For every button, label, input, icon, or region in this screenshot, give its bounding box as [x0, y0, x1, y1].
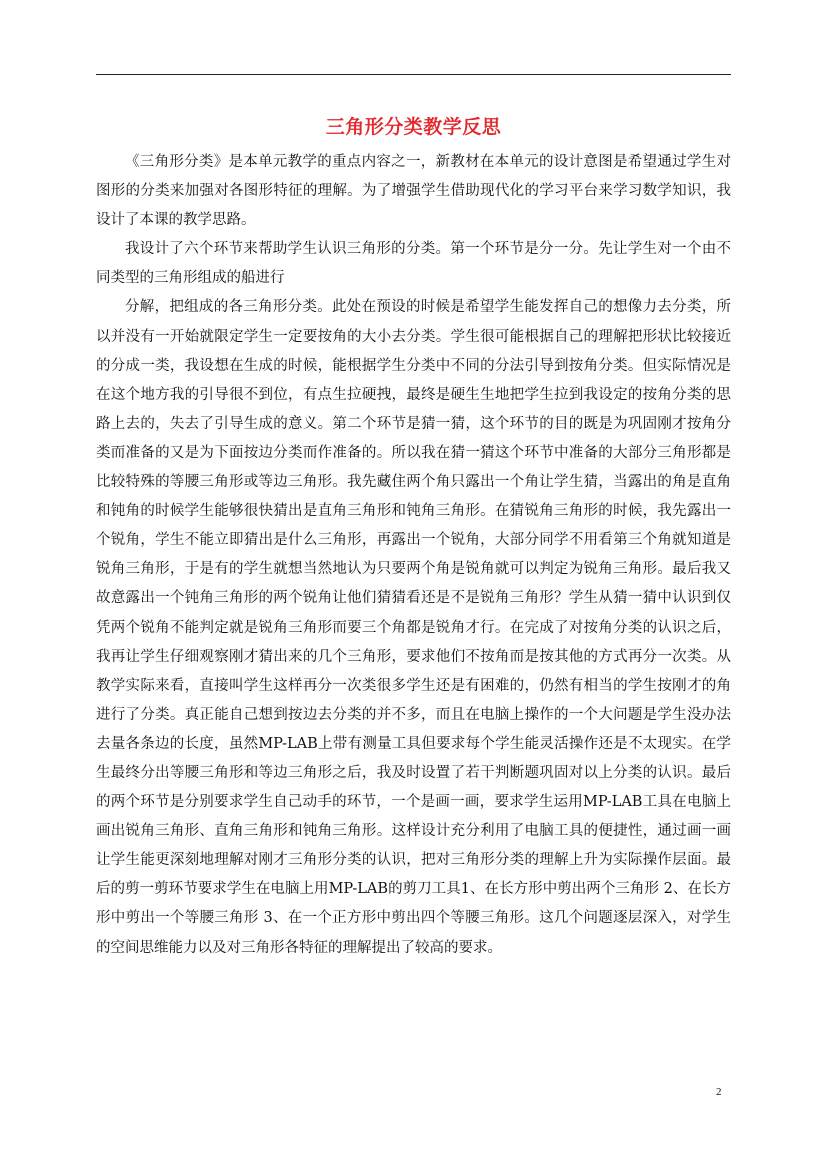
- paragraph-intro: 《三角形分类》是本单元教学的重点内容之一，新教材在本单元的设计意图是希望通过学生对图形的分类来加强对各图形特征的理解。为了增强学生借助现代化的学习平台来学习数学知识，我设计了本课的教学思路。: [96, 154, 731, 229]
- page-number: 2: [716, 1086, 722, 1098]
- paragraph-design: 我设计了六个环节来帮助学生认识三角形的分类。第一个环节是分一分。先让学生对一个由不同类型的三角形组成的船进行: [96, 241, 731, 287]
- header-rule: [96, 74, 731, 75]
- document-body: [96, 148, 731, 963]
- document-title: 三角形分类教学反思: [325, 116, 502, 138]
- paragraph-reflection: 分解，把组成的各三角形分类。此处在预设的时候是希望学生能发挥自己的想像力去分类，所以并没有一开始就限定学生一定要按角的大小去分类。学生很可能根据自己的理解把形状比较接近的分成一类，我设想在生成的时候，能根据学生分类中不同的分法引导到按角分类。但实际情况是在这个地方我的引导很不到位，有点生拉硬拽，最终是硬生生地把学生拉到我设定的按角分类的思路上去的，失去了引导生成的意义。第二个环节是猜一猜，这个环节的目的既是为巩固刚才按角分类而准备的又是为下面按边分类而作准备的。所以我在猜一猜这个环节中准备的大部分三角形都是比较特殊的等腰三角形或等边三角形。我先藏住两个角只露出一个角让学生猜，当露出的角是直角和钝角的时候学生能够很快猜出是直角三角形和钝角三角形。在猜锐角三角形的时候，我先露出一个锐角，学生不能立即猜出是什么三角形，再露出一个锐角，大部分同学不用看第三个角就知道是锐角三角形，于是有的学生就想当然地认为只要两个角是锐角就可以判定为锐角三角形。最后我又故意露出一个钝角三角形的两个锐角让他们猜猜看还是不是锐角三角形？学生从猜一猜中认识到仅凭两个锐角不能判定就是锐角三角形而要三个角都是锐角才行。在完成了对按角分类的认识之后，我再让学生仔细观察刚才猜出来的几个三角形，要求他们不按角而是按其他的方式再分一次类。从教学实际来看，直接叫学生这样再分一次类很多学生还是有困难的，仍然有相当的学生按刚才的角进行了分类。真正能自己想到按边去分类的并不多，而且在电脑上操作的一个大问题是学生没办法去量各条边的长度，虽然MP-LAB上带有测量工具但要求每个学生能灵活操作还是不太现实。在学生最终分出等腰三角形和等边三角形之后，我及时设置了若干判断题巩固对以上分类的认识。最后的两个环节是分别要求学生自己动手的环节，一个是画一画，要求学生运用MP-LAB工具在电脑上画出锐角三角形、直角三角形和钝角三角形。这样设计充分利用了电脑工具的便捷性，通过画一画让学生能更深刻地理解对刚才三角形分类的认识，把对三角形分类的理解上升为实际操作层面。最后的剪一剪环节要求学生在电脑上用MP-LAB的剪刀工具1、在长方形中剪出两个三角形 2、在长方形中剪出一个等腰三角形 3、在一个正方形中剪出四个等腰三角形。这几个问题逐层深入，对学生的空间思维能力以及对三角形各特征的理解提出了较高的要求。: [96, 299, 731, 956]
